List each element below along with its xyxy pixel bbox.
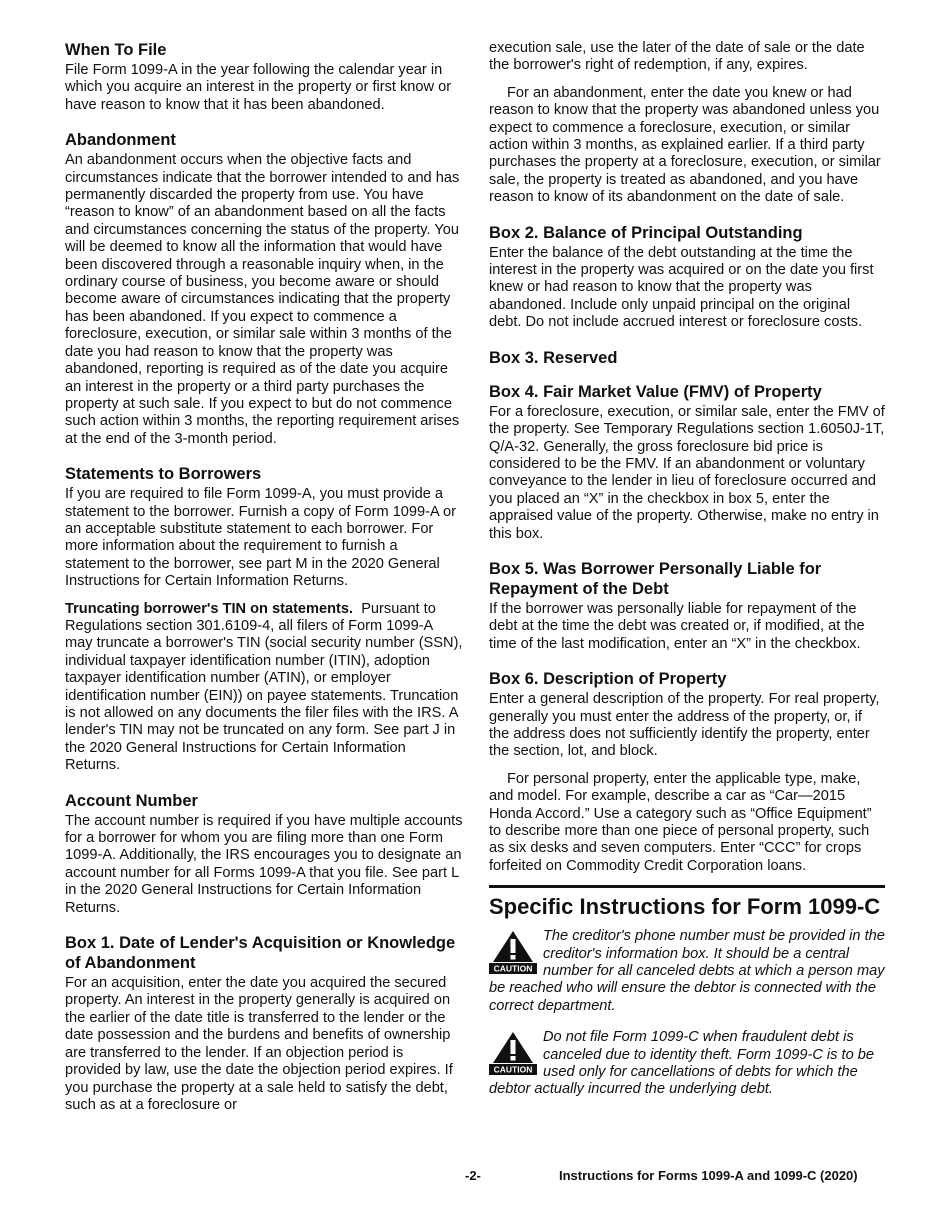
caution-icon (489, 930, 537, 974)
caution-note-identity-theft (489, 1029, 885, 1099)
caution-text-identity-theft: Do not file Form 1099-C when fraudulent debt is canceled due to identity theft. Form 1099-C is to be used only for cancellations of debts for which the debtor actually incurred the underlying debt. (489, 1029, 874, 1098)
section-rule (489, 885, 885, 888)
left-column (65, 40, 463, 1124)
box1-continued: execution sale, use the later of the date of sale or the date the borrower's right of redemption, if any, expires. (489, 40, 865, 74)
abandonment-heading: Abandonment (65, 131, 176, 150)
caution-text-phone: The creditor's phone number must be provided in the creditor's information box. It should be a central number for all canceled debts at which a person may be reached who will ensure the debtor is connected with the correct department. (489, 928, 885, 1014)
caution-label: CAUTION (493, 963, 533, 974)
account-number-heading: Account Number (65, 791, 198, 810)
truncating-body: Pursuant to Regulations section 301.6109-4, all filers of Form 1099-A may truncate a borrower's TIN (social security number (SSN), individual taxpayer identification number (ITIN), adoption taxpayer identification number (ATIN), or employer identification number (EIN)) on payee statements. Truncation is not allowed on any documents the filer files with the IRS. A lender's TIN may not be truncated on any form. See part J in the 2020 General Instructions for Certain Information Returns. (65, 600, 463, 774)
box4-heading: Box 4. Fair Market Value (FMV) of Property (489, 382, 822, 401)
statements-body: If you are required to file Form 1099-A, you must provide a statement to the borrower. Furnish a copy of Form 1099-A or an acceptable substitute statement to each borrower. For more information about the requirement to furnish a statement to the borrower, see part M in the 2020 General Instructions for Certain Information Returns. (65, 486, 456, 590)
box4-body: For a foreclosure, execution, or similar sale, enter the FMV of the property. See Temporary Regulations section 1.6050J-1T, Q/A-32. Generally, the gross foreclosure bid price is considered to be the FMV. If an abandonment or voluntary conveyance to the lender in lieu of foreclosure occurred and you placed an “X” in the checkbox in box 5, enter the appraised value of the property. Otherwise, make no entry in this box. (489, 403, 885, 542)
when-to-file-heading: When To File (65, 41, 167, 59)
caution-note-phone (489, 928, 885, 1015)
statements-heading: Statements to Borrowers (65, 465, 262, 484)
caution-icon (489, 1031, 537, 1075)
specific-instructions-heading: Specific Instructions for Form 1099-C (489, 894, 881, 920)
truncating-lead: Truncating borrower's TIN on statements. (65, 600, 354, 617)
box2-body: Enter the balance of the debt outstanding at the time the interest in the property was acquired or on the date you first knew or had reason to know that the property was abandoned. Include only unpaid principal on the original debt. Do not include accrued interest or foreclosure costs. (489, 244, 874, 331)
abandonment-body: An abandonment occurs when the objective facts and circumstances indicate that the borrower intended to and has permanently discarded the property from use. You have “reason to know” of an abandonment based on all the facts and circumstances concerning the status of the property. You will be deemed to know all the information that would have been discovered through a reasonable inquiry when, in the ordinary course of business, you become aware or should become aware of circumstances indicating that the property has been abandoned. If you expect to commence a foreclosure, execution, or similar sale within 3 months of the date you had reason to know that the property was abandoned, reporting is required as of the date you acquire an interest in the property or a third party purchases the property at such sale. If you expect to but do not commence such action within 3 months, the reporting requirement arises at the end of the 3-month period. (65, 152, 460, 447)
when-to-file-body: File Form 1099-A in the year following the calendar year in which you acquire an interest in the property or first know or have reason to know that it has been abandoned. (65, 62, 452, 113)
right-column (489, 40, 885, 1113)
box5-heading: Box 5. Was Borrower Personally Liable for Repayment of the Debt (489, 559, 822, 598)
box6-heading: Box 6. Description of Property (489, 670, 727, 689)
footer-title: Instructions for Forms 1099-A and 1099-C (2020) (559, 1168, 858, 1183)
page-number: -2- (465, 1168, 481, 1183)
box5-body: If the borrower was personally liable for repayment of the debt at the time the debt was created or, if modified, at the time of the last modification, enter an “X” in the checkbox. (489, 600, 865, 652)
box2-heading: Box 2. Balance of Principal Outstanding (489, 223, 803, 242)
box3-heading: Box 3. Reserved (489, 348, 618, 367)
box6-body-personal: For personal property, enter the applicable type, make, and model. For example, describe a car as “Car—2015 Honda Accord.” Use a category such as “Office Equipment” to describe more than one piece of personal property, such as six desks and seven computers. Enter “CCC” for crops forfeited on Commodity Credit Corporation loans. (489, 770, 872, 874)
box1-heading: Box 1. Date of Lender's Acquisition or Knowledge of Abandonment (65, 934, 456, 973)
account-number-body: The account number is required if you have multiple accounts for a borrower for whom you are filing more than one Form 1099-A. Additionally, the IRS encourages you to designate an account number for all Forms 1099-A that you file. See part L in the 2020 General Instructions for Certain Information Returns. (65, 812, 463, 916)
box1-abandonment: For an abandonment, enter the date you knew or had reason to know that the property was abandoned unless you expect to commence a foreclosure, execution, or similar action within 3 months, as explained earlier. If a third party purchases the property at a foreclosure, execution, or similar sale, the property is treated as abandoned, and you have reason to know of its abandonment on the date of sale. (489, 84, 881, 206)
page-footer (0, 1168, 950, 1188)
box6-body: Enter a general description of the property. For real property, generally you must enter the address of the property, or, if the address does not sufficiently identify the property, enter the section, lot, and block. (489, 691, 880, 760)
truncating-paragraph (65, 601, 463, 775)
caution-label: CAUTION (493, 1064, 533, 1075)
box1-body: For an acquisition, enter the date you acquired the secured property. An interest in the property generally is acquired on the earlier of the date title is transferred to the lender or the date possession and the burdens and benefits of ownership are transferred to the lender. If an objection period is provided by law, use the date the objection period expires. If you purchase the property at a sale held to satisfy the debt, such as at a foreclosure or (65, 975, 453, 1113)
